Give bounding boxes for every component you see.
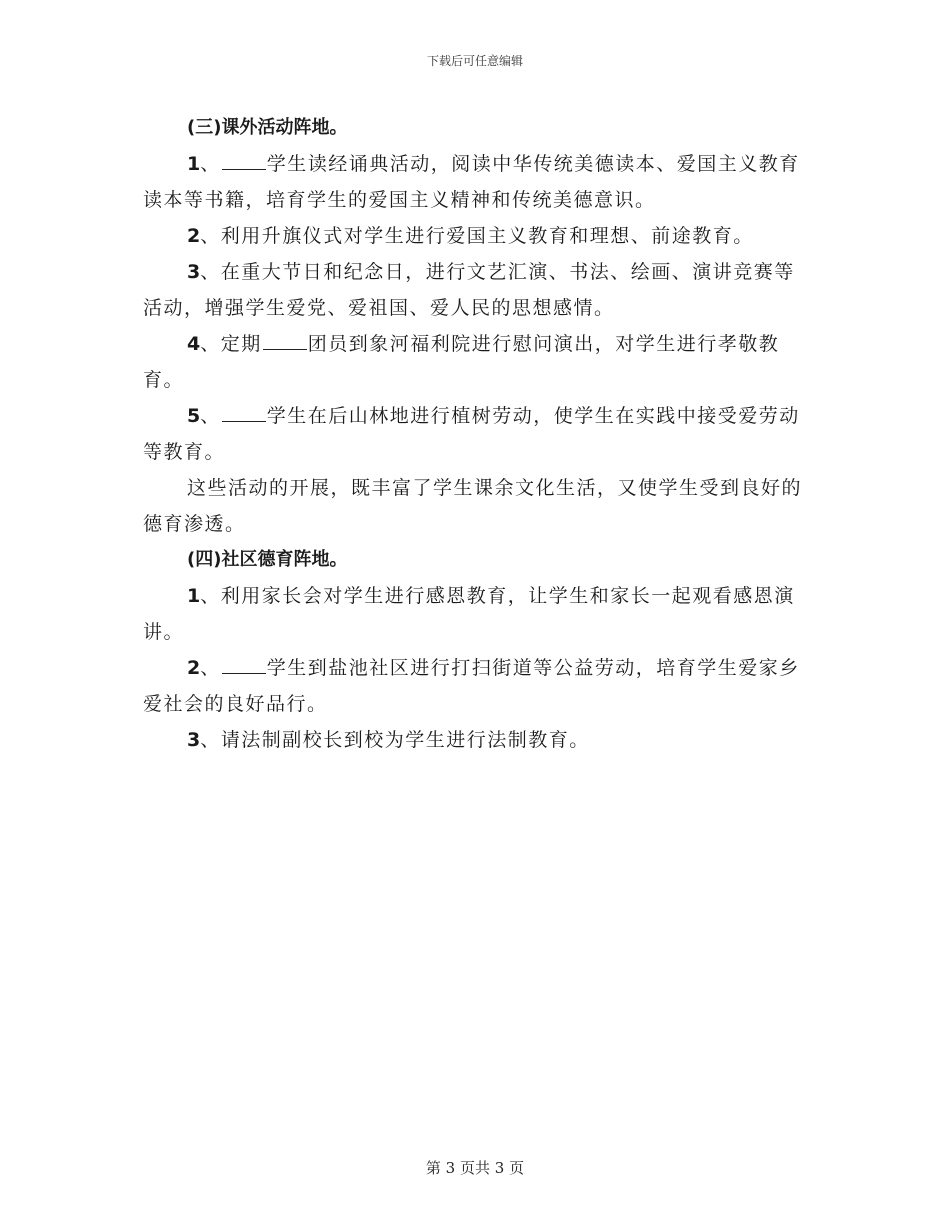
fill-blank <box>222 151 266 170</box>
item-text-after: 学生到盐池社区进行打扫街道等公益劳动，培育学生爱家乡爱社会的良好品行。 <box>143 657 800 715</box>
fill-blank <box>222 655 266 674</box>
document-body <box>143 110 811 758</box>
page-header: 下载后可任意编辑 <box>426 54 523 68</box>
item-text: 、在重大节日和纪念日，进行文艺汇演、书法、绘画、演讲竞赛等活动，增强学生爱党、爱祖国、爱人民的思想感情。 <box>143 261 795 319</box>
item-text-after: 团员到象河福利院进行慰问演出，对学生进行孝敬教育。 <box>143 333 780 391</box>
item-number: 2 <box>187 657 201 679</box>
item-number: 3 <box>187 261 201 283</box>
item-text-before: 、 <box>200 153 221 175</box>
summary-paragraph: 这些活动的开展，既丰富了学生课余文化生活，又使学生受到良好的德育渗透。 <box>143 477 803 535</box>
list-item <box>143 326 811 398</box>
list-item <box>143 650 811 722</box>
item-number: 1 <box>187 153 201 175</box>
list-item <box>143 254 811 326</box>
item-number: 3 <box>187 729 201 751</box>
item-text-after: 学生读经诵典活动，阅读中华传统美德读本、爱国主义教育读本等书籍，培育学生的爱国主义精神和传统美德意识。 <box>143 153 800 211</box>
item-text-before: 、 <box>200 657 221 679</box>
item-text: 、利用升旗仪式对学生进行爱国主义教育和理想、前途教育。 <box>200 225 754 247</box>
list-item <box>143 578 811 650</box>
item-number: 4 <box>187 333 201 355</box>
fill-blank <box>263 331 307 350</box>
item-number: 2 <box>187 225 201 247</box>
item-text-before: 、定期 <box>200 333 262 355</box>
section-heading-4: (四)社区德育阵地。 <box>187 549 348 570</box>
list-item <box>143 218 811 254</box>
list-item <box>143 398 811 470</box>
list-item <box>143 146 811 218</box>
item-number: 1 <box>187 585 201 607</box>
list-item <box>143 722 811 758</box>
fill-blank <box>222 403 266 422</box>
section-heading-3: (三)课外活动阵地。 <box>187 117 348 138</box>
item-text-before: 、 <box>200 405 221 427</box>
page-footer: 第 3 页共 3 页 <box>425 1159 525 1177</box>
item-text: 、利用家长会对学生进行感恩教育，让学生和家长一起观看感恩演讲。 <box>143 585 795 643</box>
item-number: 5 <box>187 405 201 427</box>
item-text-after: 学生在后山林地进行植树劳动，使学生在实践中接受爱劳动等教育。 <box>143 405 800 463</box>
item-text: 、请法制副校长到校为学生进行法制教育。 <box>200 729 590 751</box>
